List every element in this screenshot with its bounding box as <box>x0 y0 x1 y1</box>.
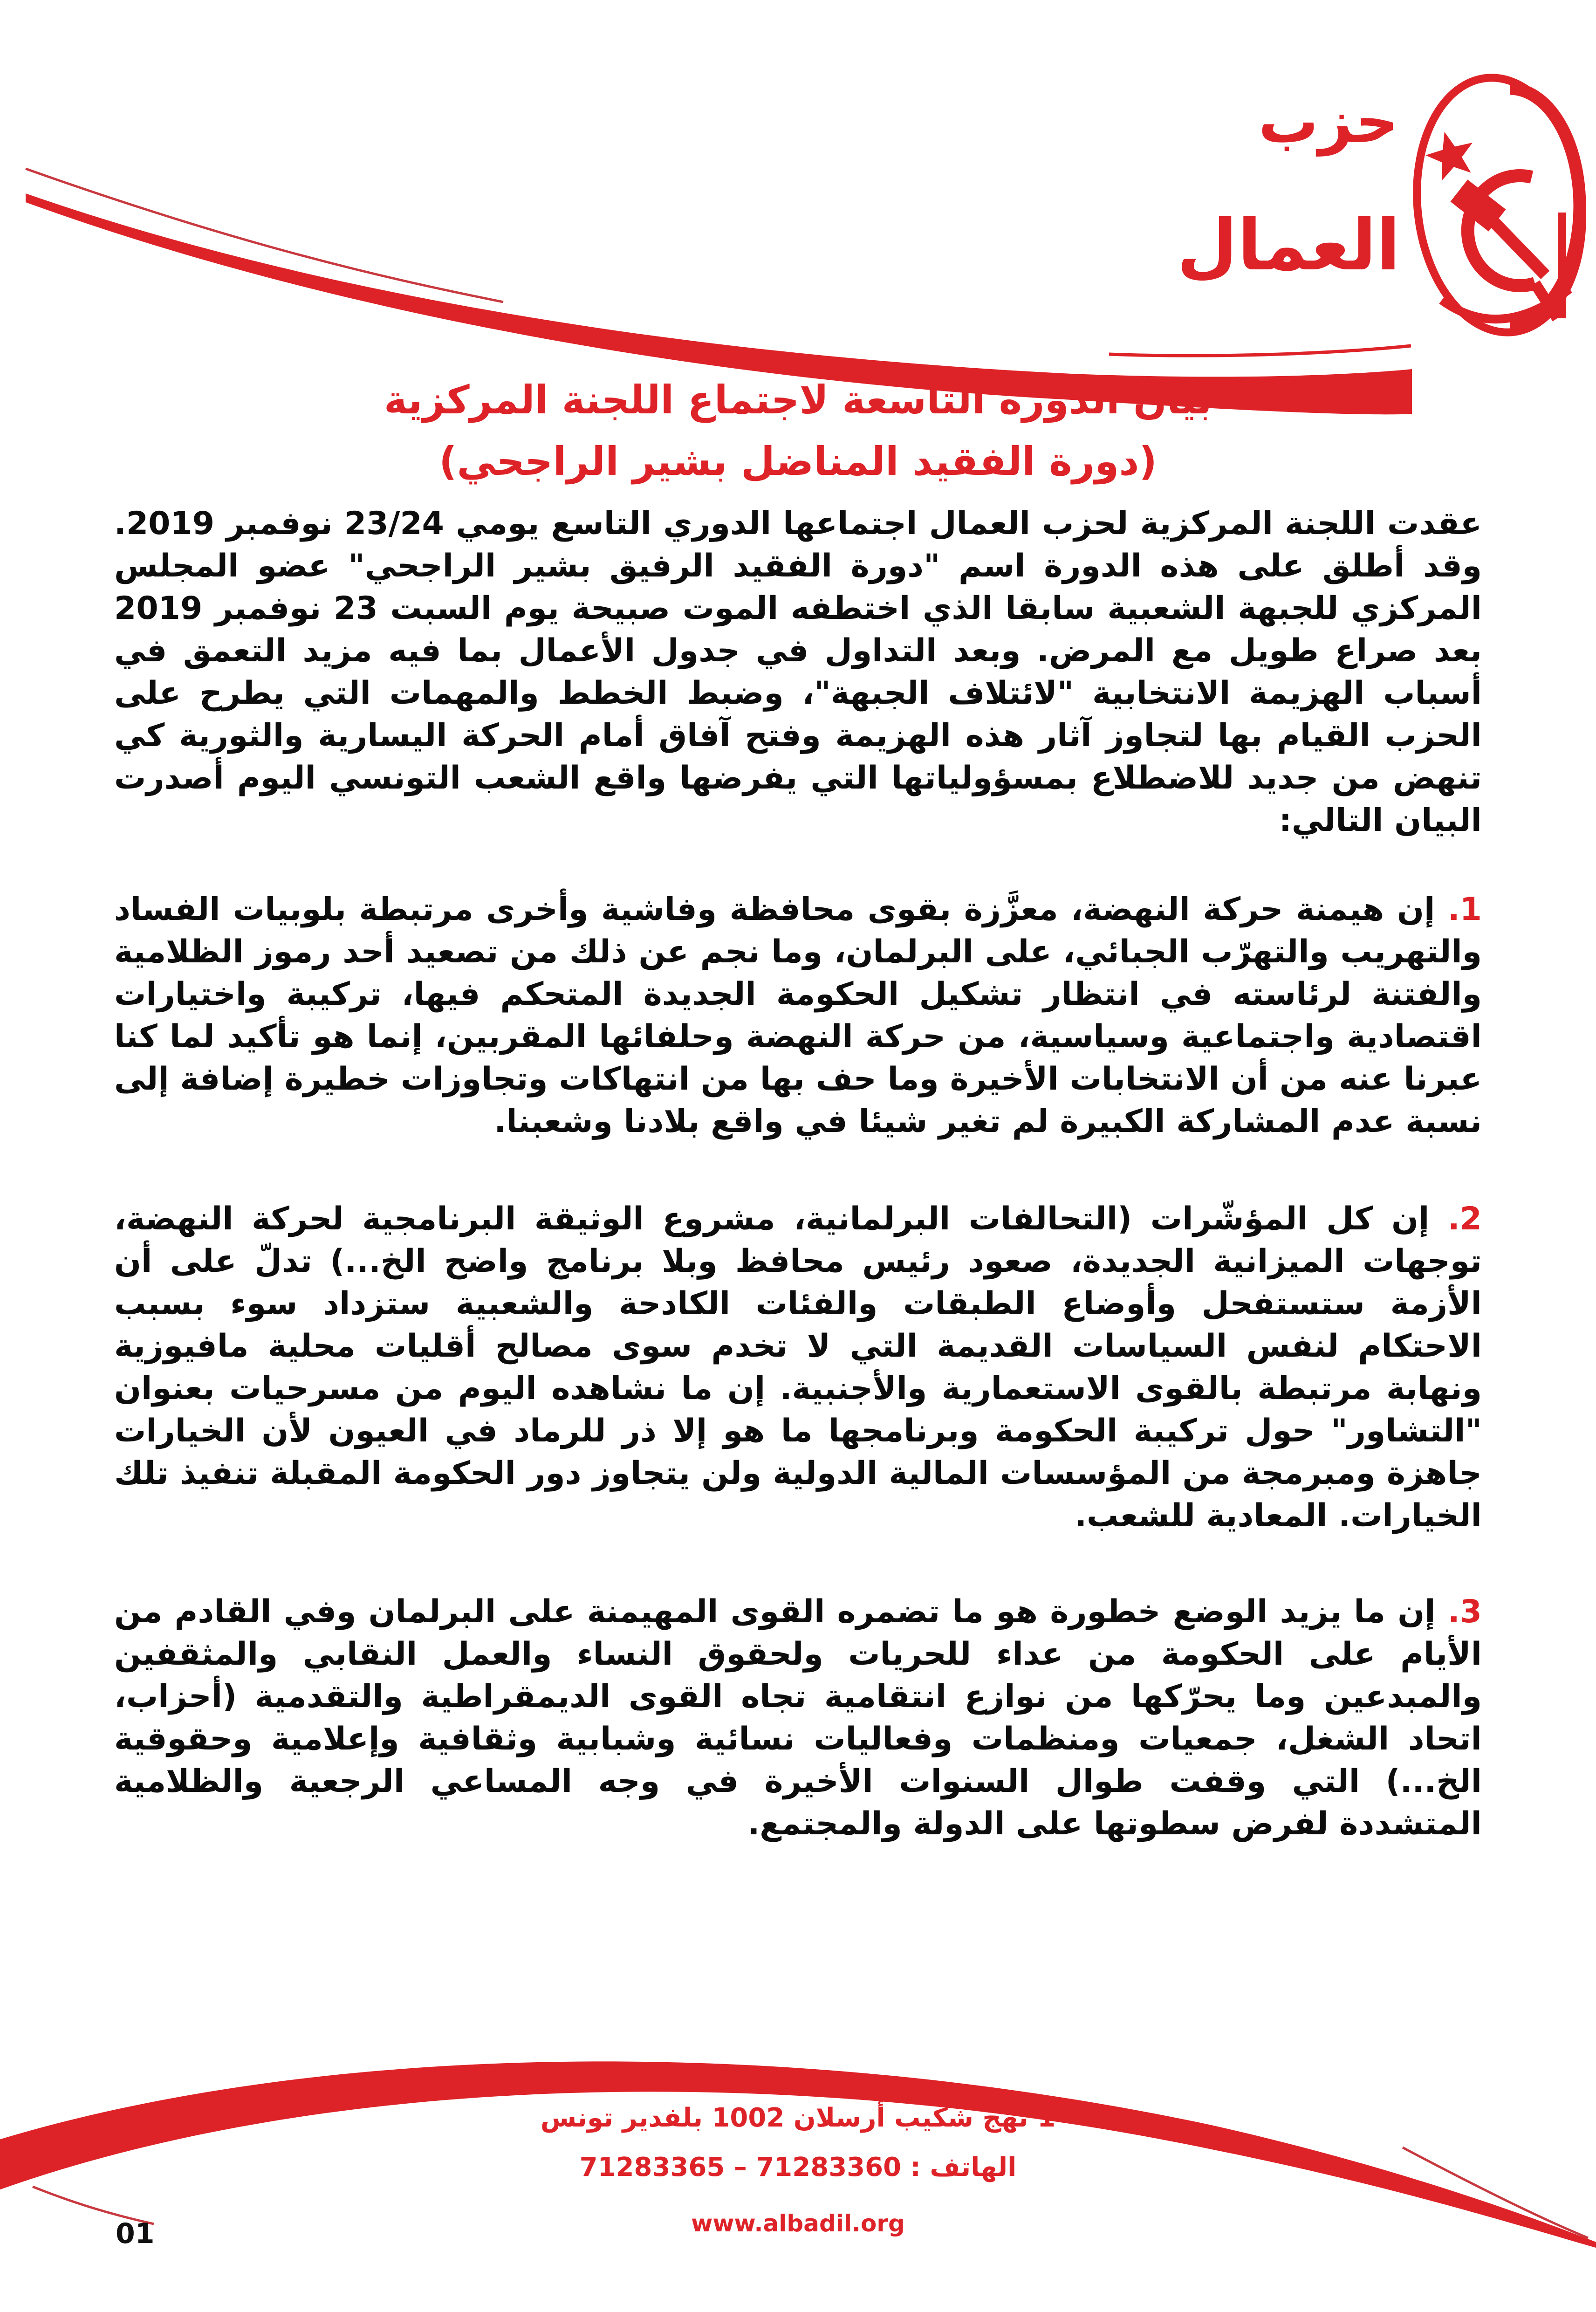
point-3-text: إن ما يزيد الوضع خطورة هو ما تضمره القوى المهيمنة على البرلمان وفي القادم من الأيام على الحكومة من عداء للحريات ولحقوق النساء والعمل النقابي والمثقفين والمبدعين وما يحرّكها من نوازع انتقامية تجاه القوى الديمقراطية والتقدمية (أحزاب، اتحاد الشغل، جمعيات ومنظمات وفعاليات نسائية وشبابية وثقافية وإعلامية وحقوقية الخ...) التي وقفت طوال السنوات الأخيرة في وجه المساعي الرجعية والظلامية المتشددة لفرض سطوتها على الدولة والمجتمع. <box>114 1593 1482 1842</box>
logo-wordmark-line1: حزب <box>1258 87 1398 157</box>
footer-website-link[interactable]: www.albadil.org <box>691 2210 905 2237</box>
point-2-number: 2. <box>1447 1201 1482 1237</box>
statement-point-1 <box>114 888 1482 1143</box>
party-emblem-icon <box>1408 64 1596 357</box>
statement-point-3 <box>114 1591 1482 1845</box>
statement-title-line1: بيان الدورة التاسعة لاجتماع اللجنة المركزية <box>384 377 1212 423</box>
statement-title <box>0 369 1596 492</box>
point-1-number: 1. <box>1447 891 1482 928</box>
footer-phone: الهاتف : 71283360 – 71283365 <box>579 2152 1017 2182</box>
intro-paragraph: عقدت اللجنة المركزية لحزب العمال اجتماعها الدوري التاسع يومي 23/24 نوفمبر 2019. وقد أطلق على هذه الدورة اسم "دورة الفقيد الرفيق بشير الراجحي" عضو المجلس المركزي للجبهة الشعبية سابقا الذي اختطفه الموت صبيحة يوم السبت 23 نوفمبر 2019 بعد صراع طويل مع المرض. وبعد التداول في جدول الأعمال بما فيه مزيد التعمق في أسباب الهزيمة الانتخابية "لائتلاف الجبهة"، وضبط الخطط والمهمات التي يطرح على الحزب القيام بها لتجاوز آثار هذه الهزيمة وفتح آفاق أمام الحركة اليسارية والثورية كي تنهض من جديد للاضطلاع بمسؤولياتها التي يفرضها واقع الشعب التونسي اليوم أصدرت البيان التالي: <box>114 505 1482 839</box>
page-number: 01 <box>116 2217 155 2250</box>
footer-address: 1 نهج شكيب أرسلان 1002 بلفدير تونس <box>540 2103 1056 2133</box>
point-1-text: إن هيمنة حركة النهضة، معزَّزة بقوى محافظة وفاشية وأخرى مرتبطة بلوبيات الفساد والتهريب والتهرّب الجبائي، على البرلمان، وما نجم عن ذلك من تصعيد أحد رموز الظلامية والفتنة لرئاسته في انتظار تشكيل الحكومة الجديدة المتحكم فيها، تركيبة واختيارات اقتصادية واجتماعية وسياسية، من حركة النهضة وحلفائها المقربين، إنما هو تأكيد لما كنا عبرنا عنه من أن الانتخابات الأخيرة وما حف بها من انتهاكات وتجاوزات خطيرة إضافة إلى نسبة عدم المشاركة الكبيرة لم تغير شيئا في واقع بلادنا وشعبنا. <box>114 891 1482 1140</box>
logo-wordmark-line2: العمال <box>1177 205 1400 286</box>
point-2-text: إن كل المؤشّرات (التحالفات البرلمانية، مشروع الوثيقة البرنامجية لحركة النهضة، توجهات الميزانية الجديدة، صعود رئيس محافظ وبلا برنامج واضح الخ...) تدلّ على أن الأزمة ستستفحل وأوضاع الطبقات والفئات الكادحة والشعبية ستزداد سوء بسبب الاحتكام لنفس السياسات القديمة التي لا تخدم سوى مصالح أقليات محلية مافيوزية ونهابة مرتبطة بالقوى الاستعمارية والأجنبية. إن ما نشاهده اليوم من مسرحيات بعنوان "التشاور" حول تركيبة الحكومة وبرنامجها ما هو إلا ذر للرماد في العيون لأن الخيارات جاهزة ومبرمجة من المؤسسات المالية الدولية ولن يتجاوز دور الحكومة المقبلة تنفيذ تلك الخيارات. المعادية للشعب. <box>114 1201 1482 1534</box>
statement-body <box>114 502 1482 1900</box>
point-3-number: 3. <box>1447 1593 1482 1630</box>
statement-point-2 <box>114 1198 1482 1537</box>
statement-title-line2: (دورة الفقيد المناضل بشير الراجحي) <box>439 439 1157 484</box>
